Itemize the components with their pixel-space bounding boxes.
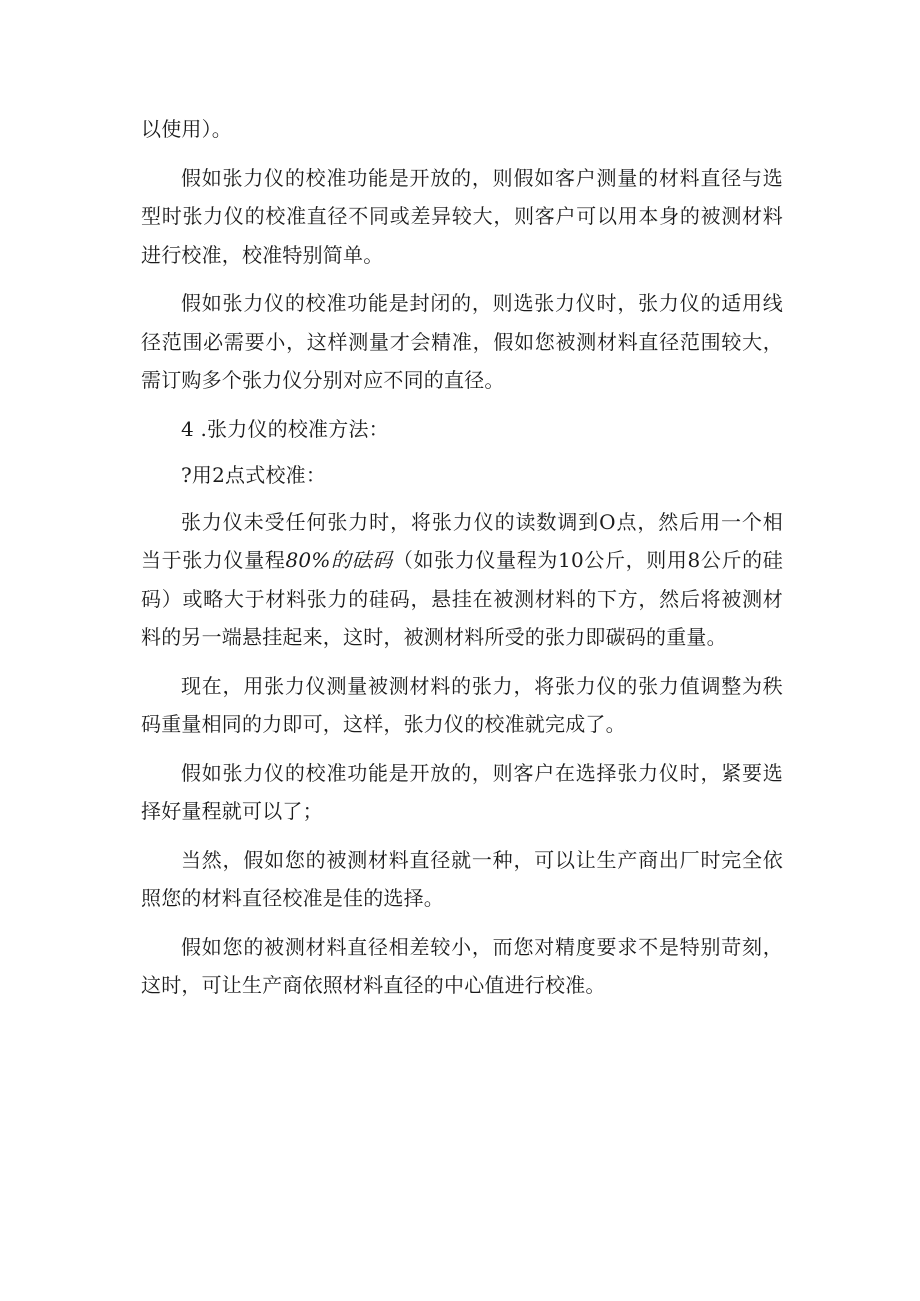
paragraph-weight-procedure bbox=[141, 503, 783, 657]
paragraph-weight-procedure-part1: 张力仪未受任何张力时，将张力仪的读数调到O点，然后用一个相当于张力仪量程 bbox=[141, 509, 783, 572]
section-heading-calibration-method: 4 .张力仪的校准方法： bbox=[181, 416, 389, 441]
document-body bbox=[141, 110, 783, 1015]
paragraph-single-diameter: 当然，假如您的被测材料直径就一种，可以让生产商出厂时完全依照您的材料直径校准是佳的选择。 bbox=[141, 847, 783, 910]
paragraph-weight-procedure-part2: （如张力仪量程为10公斤，则用8公斤的硅码）或略大于材料张力的硅码，悬挂在被测材料的下方，然后将被测材料的另一端悬挂起来，这时，被测材料所受的张力即碳码的重量。 bbox=[141, 548, 783, 649]
subheading-two-point-calibration: ?用2点式校准： bbox=[181, 463, 327, 487]
paragraph-closed-calibration: 假如张力仪的校准功能是封闭的，则选张力仪时，张力仪的适用线径范围必需要小，这样测量才会精准，假如您被测材料直径范围较大，需订购多个张力仪分别对应不同的直径。 bbox=[141, 291, 783, 392]
paragraph-open-calibration: 假如张力仪的校准功能是开放的，则假如客户测量的材料直径与选型时张力仪的校准直径不同或差异较大，则客户可以用本身的被测材料进行校准，校准特别简单。 bbox=[141, 165, 783, 267]
paragraph-adjust-tension: 现在，用张力仪测量被测材料的张力，将张力仪的张力值调整为秩码重量相同的力即可，这样，张力仪的校准就完成了。 bbox=[141, 673, 783, 736]
paragraph-weight-procedure-italic: 80%的砝码 bbox=[285, 548, 393, 572]
paragraph-continuation: 以使用）。 bbox=[141, 117, 232, 141]
paragraph-select-range: 假如张力仪的校准功能是开放的，则客户在选择张力仪时，紧要选择好量程就可以了； bbox=[141, 760, 783, 823]
paragraph-center-value: 假如您的被测材料直径相差较小，而您对精度要求不是特别苛刻，这时，可让生产商依照材料直径的中心值进行校准。 bbox=[141, 934, 783, 997]
